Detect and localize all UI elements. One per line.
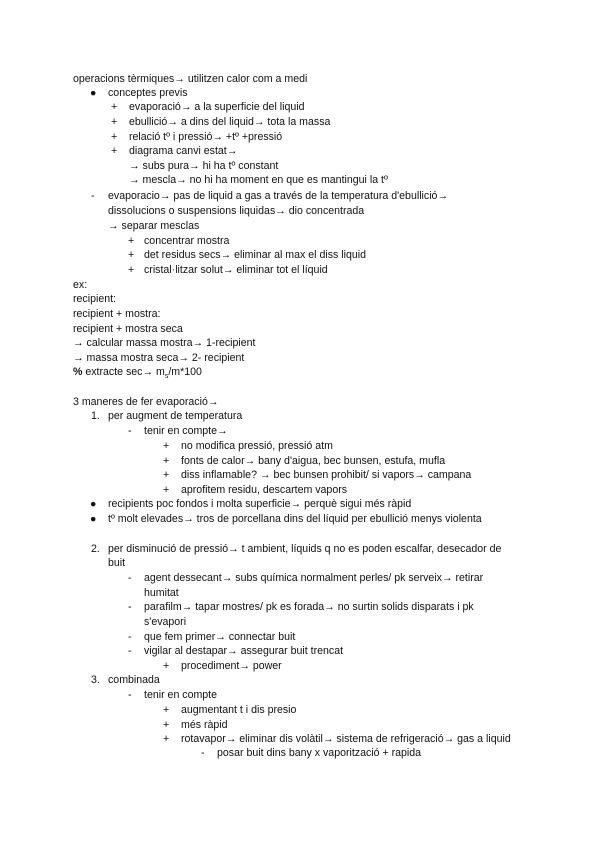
text-line: tenir en compte→ xyxy=(144,425,228,437)
formula-text: extracte sec→ m xyxy=(82,366,165,378)
section-heading: 3 maneres de fer evaporació→ xyxy=(73,396,219,408)
doc-title: operacions tèrmiques→ utilitzen calor com a medi xyxy=(73,73,308,85)
text-line: augmentant t i dis presio xyxy=(181,704,297,716)
bullet-dash: - xyxy=(128,645,132,657)
text-line: s'evapori xyxy=(144,616,187,628)
text-line: evaporació→ a la superficie del liquid xyxy=(129,101,305,113)
bullet-plus: + xyxy=(163,719,170,731)
bullet-dash: - xyxy=(91,190,95,202)
text-line: per augment de temperatura xyxy=(108,410,243,422)
bullet-dot: ● xyxy=(90,513,97,525)
formula-line xyxy=(73,366,202,383)
text-line: det residus secs→ eliminar al max el diss liquid xyxy=(144,249,366,261)
bullet-plus: + xyxy=(163,440,170,452)
text-line: combinada xyxy=(108,674,160,686)
text-line: → mescla→ no hi ha moment en que es mantingui la tº xyxy=(129,174,388,186)
text-line: → massa mostra seca→ 2- recipient xyxy=(73,352,245,364)
bullet-dot: ● xyxy=(90,498,97,510)
text-line: cristal·litzar solut→ eliminar tot el líquid xyxy=(144,264,328,276)
text-line: vigilar al destapar→ assegurar buit trencat xyxy=(144,645,344,657)
bullet-plus: + xyxy=(111,131,118,143)
text-line: → subs pura→ hi ha tº constant xyxy=(129,160,279,172)
text-line: rotavapor→ eliminar dis volàtil→ sistema de refrigeració→ gas a liquid xyxy=(181,733,511,745)
formula-subscript: s xyxy=(164,373,169,381)
bullet-dash: - xyxy=(128,425,132,437)
bullet-plus: + xyxy=(111,116,118,128)
bullet-plus: + xyxy=(163,469,170,481)
bullet-dash: - xyxy=(128,601,132,613)
text-line: relació tº i pressió→ +tº +pressió xyxy=(129,131,283,143)
text-line: fonts de calor→ bany d'aigua, bec bunsen, estufa, mufla xyxy=(181,455,446,467)
bullet-plus: + xyxy=(163,660,170,672)
text-line: posar buit dins bany x vaporització + rapida xyxy=(217,747,422,759)
bullet-dash: - xyxy=(128,689,132,701)
bullet-plus: + xyxy=(163,704,170,716)
bullet-plus: + xyxy=(128,235,135,247)
text-line: evaporacio→ pas de liquid a gas a través de la temperatura d'ebullició→ xyxy=(108,190,449,202)
text-line: que fem primer→ connectar buit xyxy=(144,631,296,643)
text-line: recipient + mostra: xyxy=(73,308,161,320)
text-line: buit xyxy=(108,557,126,569)
text-line: tenir en compte xyxy=(144,689,218,701)
text-line: recipient + mostra seca xyxy=(73,323,183,335)
bullet-plus: + xyxy=(163,733,170,745)
text-line: → calcular massa mostra→ 1-recipient xyxy=(73,337,256,349)
bullet-dash: - xyxy=(128,631,132,643)
percent-sign: % xyxy=(73,366,83,378)
text-line: agent dessecant→ subs química normalment perles/ pk serveix→ retirar xyxy=(144,572,484,584)
text-line: no modifica pressió, pressió atm xyxy=(181,440,333,452)
number-3: 3. xyxy=(91,674,100,686)
text-line: recipients poc fondos i molta superficie→ perquè sigui més ràpid xyxy=(108,498,412,510)
text-line: dissolucions o suspensions liquidas→ dio concentrada xyxy=(108,205,365,217)
bullet-plus: + xyxy=(163,455,170,467)
text-line: ex: xyxy=(73,279,88,291)
bullet-plus: + xyxy=(163,484,170,496)
text-line: → separar mesclas xyxy=(108,220,200,232)
text-line: diagrama canvi estat→ xyxy=(129,145,238,157)
bullet-dot: ● xyxy=(90,87,97,99)
number-2: 2. xyxy=(91,543,100,555)
text-line: parafilm→ tapar mostres/ pk es forada→ no surtin solids disparats i pk xyxy=(144,601,474,613)
text-line: procediment→ power xyxy=(181,660,282,672)
text-line: ebullició→ a dins del liquid→ tota la massa xyxy=(129,116,331,128)
bullet-plus: + xyxy=(128,249,135,261)
bullet-dash: - xyxy=(128,572,132,584)
bullet-plus: + xyxy=(128,264,135,276)
bullet-plus: + xyxy=(111,101,118,113)
formula-tail: /m*100 xyxy=(168,366,202,378)
text-line: diss inflamable? → bec bunsen prohibit/ si vapors→ campana xyxy=(181,469,472,481)
text-line: tº molt elevades→ tros de porcellana dins del líquid per ebullició menys violenta xyxy=(108,513,482,525)
text-line: aprofitem residu, descartem vapors xyxy=(181,484,348,496)
number-1: 1. xyxy=(91,410,100,422)
text-line: humitat xyxy=(144,587,179,599)
text-line: recipient: xyxy=(73,293,116,305)
text-line: conceptes previs xyxy=(108,87,188,99)
bullet-dash: - xyxy=(201,747,205,759)
text-line: més ràpid xyxy=(181,719,228,731)
text-line: concentrar mostra xyxy=(144,235,230,247)
bullet-plus: + xyxy=(111,145,118,157)
text-line: per disminució de pressió→ t ambient, líquids q no es poden escalfar, desecador de xyxy=(108,543,502,555)
